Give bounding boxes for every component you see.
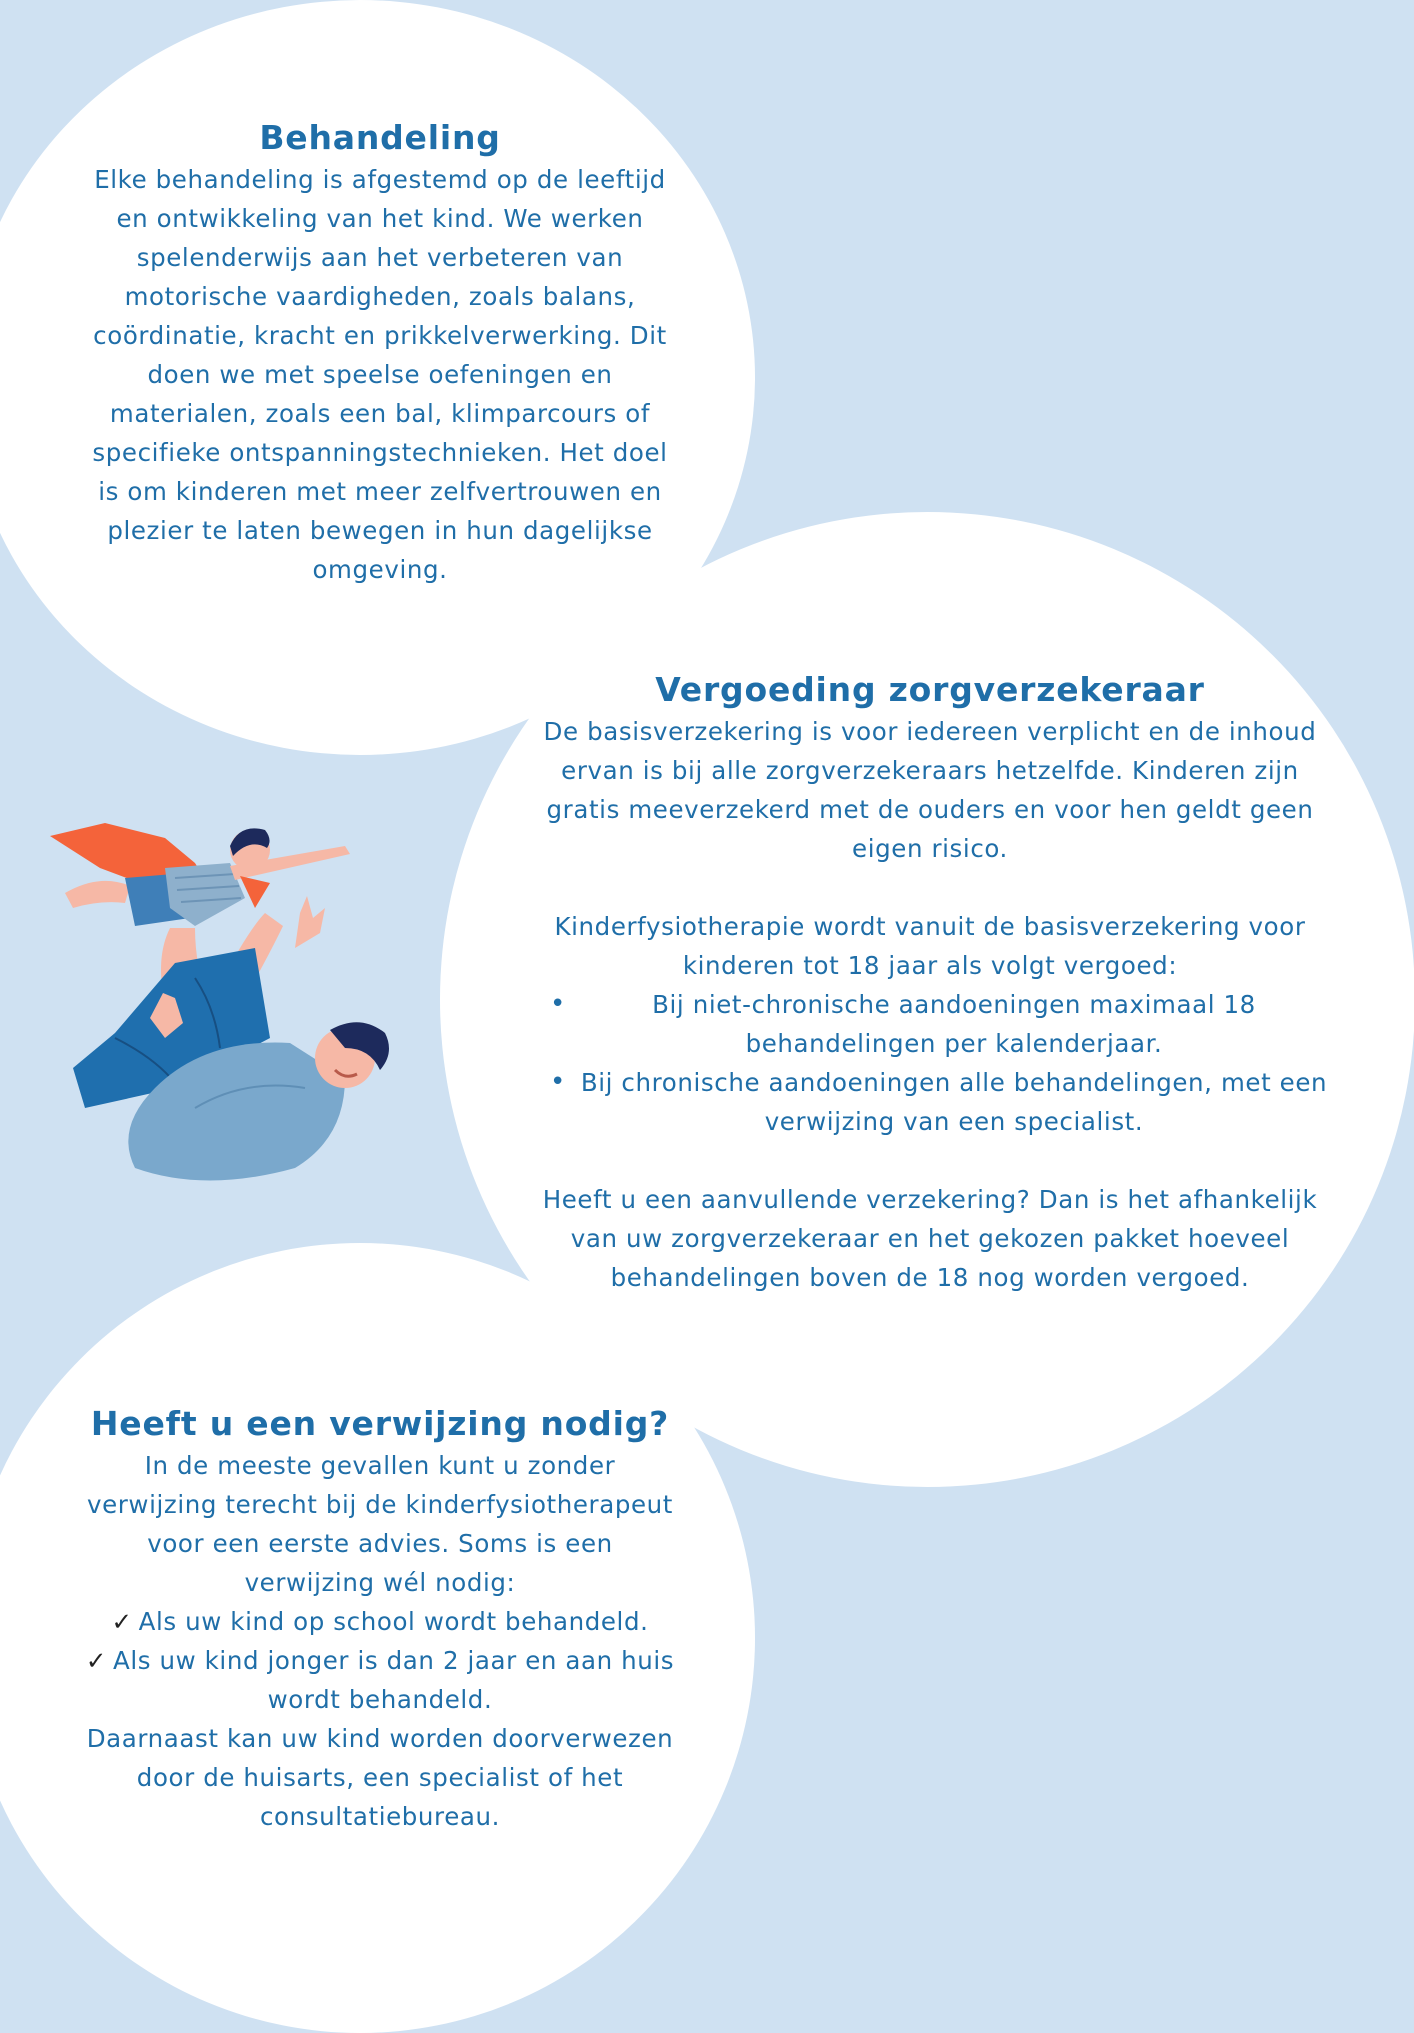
check-item (80, 1641, 680, 1719)
check-icon: ✓ (85, 1646, 107, 1675)
list-item (530, 1063, 1330, 1141)
vergoeding-outro: Heeft u een aanvullende verzekering? Dan is het afhankelijk van uw zorgverzekeraar en het gekozen pakket hoeveel behandelingen boven de 18 nog worden vergoed. (542, 1185, 1318, 1292)
list-item (530, 985, 1330, 1063)
vergoeding-intro: De basisverzekering is voor iedereen verplicht en de inhoud ervan is bij alle zorgverzekeraars hetzelfde. Kinderen zijn gratis meeverzekerd met de ouders en voor hen geldt geen eigen risico. (543, 717, 1317, 863)
check-icon: ✓ (111, 1607, 133, 1636)
verwijzing-section (80, 1402, 680, 1836)
bullet-text: Bij niet-chronische aandoeningen maximaal 18 behandelingen per kalenderjaar. (652, 990, 1256, 1058)
vergoeding-section (530, 668, 1330, 1297)
verwijzing-title: Heeft u een verwijzing nodig? (90, 1404, 670, 1443)
check-text: Als uw kind jonger is dan 2 jaar en aan huis wordt behandeld. (112, 1646, 675, 1714)
vergoeding-lead: Kinderfysiotherapie wordt vanuit de basisverzekering voor kinderen tot 18 jaar als volgt vergoed: (554, 912, 1306, 980)
check-text: Als uw kind op school wordt behandeld. (138, 1607, 649, 1636)
check-item (80, 1602, 680, 1641)
vergoeding-bullet-list (530, 985, 1330, 1141)
vergoeding-title: Vergoeding zorgverzekeraar (655, 670, 1205, 709)
verwijzing-outro: Daarnaast kan uw kind worden doorverwezen door de huisarts, een specialist of het consultatiebureau. (86, 1724, 674, 1831)
bullet-icon: • (550, 1067, 566, 1097)
verwijzing-intro: In de meeste gevallen kunt u zonder verwijzing terecht bij de kinderfysiotherapeut voor een eerste advies. Soms is een verwijzing wél nodig: (86, 1451, 673, 1597)
bullet-icon: • (550, 989, 566, 1019)
behandeling-section (80, 116, 680, 589)
behandeling-title: Behandeling (259, 118, 501, 157)
bullet-text: Bij chronische aandoeningen alle behandelingen, met een verwijzing van een specialist. (580, 1068, 1328, 1136)
parent-child-illustration (45, 808, 415, 1193)
behandeling-text: Elke behandeling is afgestemd op de leeftijd en ontwikkeling van het kind. We werken spelenderwijs aan het verbeteren van motorische vaardigheden, zoals balans, coördinatie, kracht en prikkelverwerking. Dit doen we met speelse oefeningen en materialen, zoals een bal, klimparcours of specifieke ontspanningstechnieken. Het doel is om kinderen met meer zelfvertrouwen en plezier te laten bewegen in hun dagelijkse omgeving. (92, 165, 668, 584)
